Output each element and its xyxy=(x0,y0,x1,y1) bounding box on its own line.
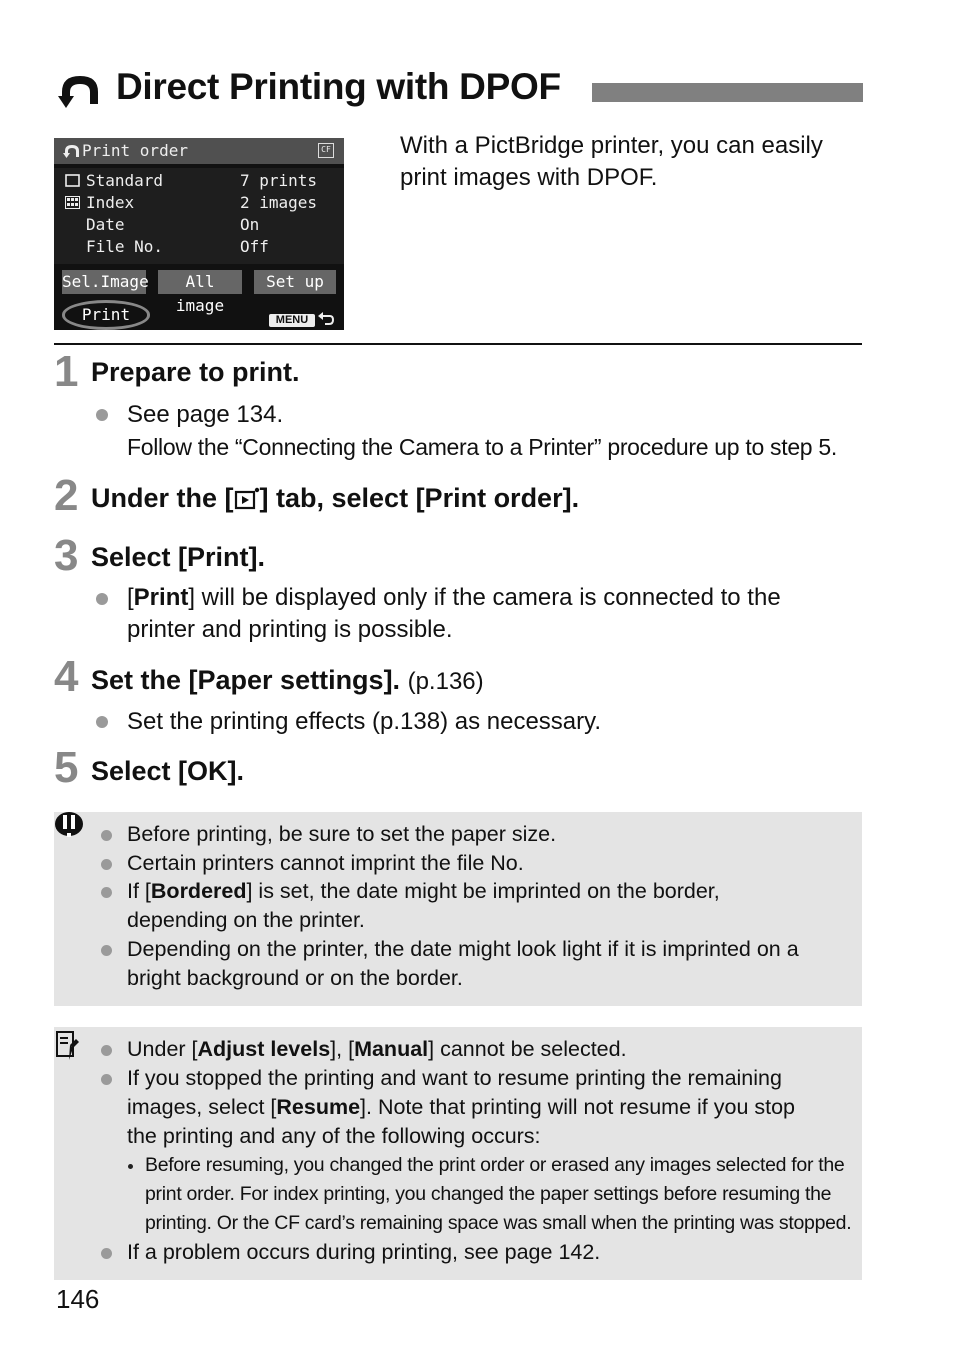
caution-text: depending on the printer. xyxy=(127,908,365,932)
print-order-icon xyxy=(58,70,102,110)
lcd-settings-list xyxy=(54,168,344,264)
standard-print-icon xyxy=(65,174,80,187)
text-part: ], [ xyxy=(330,1037,355,1061)
memo-text: If you stopped the printing and want to resume printing the remaining xyxy=(127,1066,782,1090)
lcd-row-label: File No. xyxy=(86,237,164,256)
bold-term: Bordered xyxy=(150,879,247,903)
step-title-part: Set the [Paper settings]. xyxy=(91,665,401,695)
camera-lcd-screen xyxy=(54,138,344,330)
print-order-icon xyxy=(63,143,80,159)
text-part: ] will be displayed only if the camera is connected to the xyxy=(188,584,781,611)
lcd-row-value: On xyxy=(240,215,260,234)
lcd-row-label: Standard xyxy=(86,171,164,190)
intro-line: With a PictBridge printer, you can easily xyxy=(400,132,823,159)
step-bullet-text: See page 134. xyxy=(127,401,284,428)
sub-bullet-icon xyxy=(128,1164,133,1169)
intro-line: print images with DPOF. xyxy=(400,164,658,191)
lcd-row-value: Off xyxy=(240,237,269,256)
playback-tab-icon xyxy=(234,486,260,510)
lcd-row-value: 7 prints xyxy=(240,171,318,190)
memo-text: If a problem occurs during printing, see page 142. xyxy=(127,1240,601,1264)
bullet-icon xyxy=(101,830,112,841)
step-number: 2 xyxy=(54,471,79,520)
step-bullet-text: Set the printing effects (p.138) as necessary. xyxy=(127,708,602,735)
caution-box xyxy=(54,812,862,1006)
step-title: Select [OK]. xyxy=(91,756,245,786)
bullet-icon xyxy=(101,887,112,898)
step-title xyxy=(91,483,579,514)
lcd-row-label: Index xyxy=(86,193,135,212)
bold-term: Manual xyxy=(354,1037,429,1061)
menu-button-label: MENU xyxy=(269,314,315,327)
memo-text xyxy=(127,1093,795,1122)
caution-icon xyxy=(54,812,84,840)
bullet-icon xyxy=(96,716,108,728)
memo-subtext: printing. Or the CF card’s remaining space was small when the printing was stopped. xyxy=(145,1212,852,1234)
lcd-header xyxy=(54,138,344,164)
lcd-row-label: Date xyxy=(86,215,125,234)
memo-pencil-icon xyxy=(56,1031,80,1061)
cf-card-icon: CF xyxy=(318,143,334,158)
memo-subtext: print order. For index printing, you changed the paper settings before resuming the xyxy=(145,1183,832,1205)
bold-term: Print xyxy=(133,584,189,611)
caution-text: Certain printers cannot imprint the file No. xyxy=(127,851,524,875)
print-button[interactable]: Print xyxy=(62,300,150,330)
step-number: 5 xyxy=(54,743,79,792)
return-arrow-icon xyxy=(317,310,335,328)
step-bullet-text: Follow the “Connecting the Camera to a Printer” procedure up to step 5. xyxy=(127,434,837,460)
step-title-part: Under the [ xyxy=(91,483,234,513)
memo-box xyxy=(54,1027,862,1280)
caution-text: bright background or on the border. xyxy=(127,966,463,990)
section-divider xyxy=(54,343,862,345)
lcd-row-file-no[interactable] xyxy=(54,236,344,258)
lcd-row-value: 2 images xyxy=(240,193,318,212)
intro-text xyxy=(400,130,870,194)
page-reference: (p.136) xyxy=(407,668,484,695)
set-up-button[interactable]: Set up xyxy=(254,270,336,294)
step-title: Prepare to print. xyxy=(91,357,300,387)
page-title: Direct Printing with DPOF xyxy=(116,66,561,107)
memo-text: the printing and any of the following occurs: xyxy=(127,1124,541,1148)
step-number: 3 xyxy=(54,531,79,580)
bullet-icon xyxy=(96,409,108,421)
lcd-row-index[interactable] xyxy=(54,192,344,214)
text-part: ] cannot be selected. xyxy=(428,1037,627,1061)
step-bullet-text: printer and printing is possible. xyxy=(127,616,453,643)
step-bullet-text: [Print] will be displayed only if the camera is connected to the xyxy=(127,584,781,611)
lcd-row-date[interactable] xyxy=(54,214,344,236)
page-number: 146 xyxy=(56,1284,100,1314)
lcd-row-standard[interactable] xyxy=(54,170,344,192)
text-part: ] is set, the date might be imprinted on the border, xyxy=(246,879,720,903)
index-print-icon xyxy=(65,196,80,209)
caution-text: Before printing, be sure to set the paper size. xyxy=(127,822,557,846)
text-part: If [ xyxy=(127,879,151,903)
caution-text: Depending on the printer, the date might look light if it is imprinted on a xyxy=(127,937,799,961)
bullet-icon xyxy=(96,593,108,605)
memo-subtext: Before resuming, you changed the print order or erased any images selected for the xyxy=(145,1154,845,1176)
memo-text xyxy=(127,1035,627,1064)
text-part: Under [ xyxy=(127,1037,198,1061)
bullet-icon xyxy=(101,1045,112,1056)
text-part: ]. Note that printing will not resume if you stop xyxy=(360,1095,796,1119)
all-image-button[interactable]: All image xyxy=(158,270,242,294)
step-number: 4 xyxy=(54,652,79,701)
bullet-icon xyxy=(101,1074,112,1085)
bullet-icon xyxy=(101,945,112,956)
step-title-part: ] tab, select [Print order]. xyxy=(259,483,580,513)
step-title xyxy=(91,665,484,696)
title-bar xyxy=(592,83,863,102)
lcd-title: Print order xyxy=(82,141,188,160)
sel-image-button[interactable]: Sel.Image xyxy=(62,270,146,294)
bold-term: Resume xyxy=(276,1095,361,1119)
bullet-icon xyxy=(101,1248,112,1259)
bullet-icon xyxy=(101,859,112,870)
step-title: Select [Print]. xyxy=(91,542,266,572)
step-number: 1 xyxy=(54,347,79,396)
page-title-row xyxy=(58,62,864,114)
text-part: images, select [ xyxy=(127,1095,277,1119)
bold-term: Adjust levels xyxy=(197,1037,331,1061)
caution-text xyxy=(127,877,720,906)
